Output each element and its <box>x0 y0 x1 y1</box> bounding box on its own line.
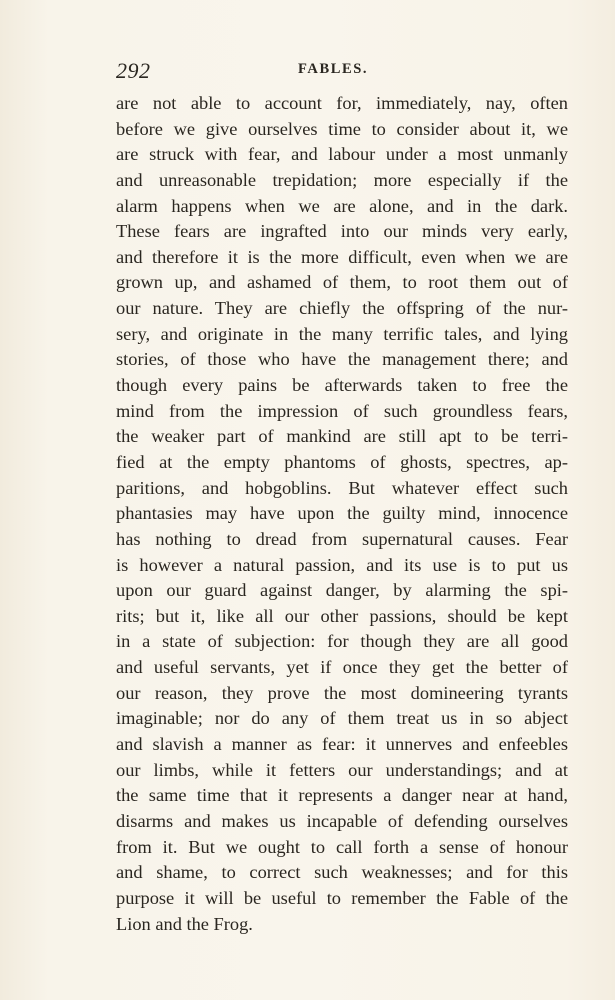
text-line: and slavish a manner as fear: it unnerves and enfeebles <box>116 734 568 755</box>
text-line: fied at the empty phantoms of ghosts, spectres, ap- <box>116 451 568 472</box>
text-line: imaginable; nor do any of them treat us in so abject <box>116 708 568 729</box>
text-line: the same time that it represents a danger near at hand, <box>116 785 568 806</box>
text-line: the weaker part of mankind are still apt to be terri- <box>116 426 568 447</box>
text-line: phantasies may have upon the guilty mind, innocence <box>116 503 568 524</box>
text-line: our limbs, while it fetters our understandings; and at <box>116 759 568 780</box>
text-line-last: Lion and the Frog. <box>116 913 253 934</box>
page-header <box>116 58 568 84</box>
text-line: are not able to account for, immediately, nay, often <box>116 93 568 113</box>
page-number: 292 <box>116 58 151 83</box>
text-line: our reason, they prove the most domineering tyrants <box>116 682 568 703</box>
text-line: and shame, to correct such weaknesses; and for this <box>116 862 568 883</box>
text-line: stories, of those who have the management there; and <box>116 349 568 370</box>
text-line: purpose it will be useful to remember the Fable of the <box>116 887 568 908</box>
text-line: mind from the impression of such groundless fears, <box>116 400 568 421</box>
text-line: from it. But we ought to call forth a sense of honour <box>116 836 568 857</box>
text-line: disarms and makes us incapable of defending ourselves <box>116 810 568 831</box>
text-line: alarm happens when we are alone, and in the dark. <box>116 195 568 216</box>
text-line: our nature. They are chiefly the offspring of the nur- <box>116 298 568 319</box>
text-line: before we give ourselves time to consider about it, we <box>116 118 568 139</box>
text-line: These fears are ingrafted into our minds very early, <box>116 221 568 242</box>
text-line: is however a natural passion, and its use is to put us <box>116 554 568 575</box>
text-line: paritions, and hobgoblins. But whatever effect such <box>116 477 568 498</box>
text-line: rits; but it, like all our other passions, should be kept <box>116 605 568 626</box>
text-line: in a state of subjection: for though they are all good <box>116 631 568 652</box>
text-line: sery, and originate in the many terrific tales, and lying <box>116 323 568 344</box>
text-line: upon our guard against danger, by alarming the spi- <box>116 580 568 601</box>
text-line: are struck with fear, and labour under a most unmanly <box>116 144 568 165</box>
text-line: and unreasonable trepidation; more especially if the <box>116 169 568 190</box>
body-text <box>116 91 568 937</box>
text-line: and useful servants, yet if once they get the better of <box>116 657 568 678</box>
running-title: FABLES. <box>298 61 369 77</box>
text-line: and therefore it is the more difficult, even when we are <box>116 246 568 267</box>
text-line: though every pains be afterwards taken to free the <box>116 375 568 396</box>
text-line: has nothing to dread from supernatural causes. Fear <box>116 528 568 549</box>
text-line: grown up, and ashamed of them, to root them out of <box>116 272 568 293</box>
